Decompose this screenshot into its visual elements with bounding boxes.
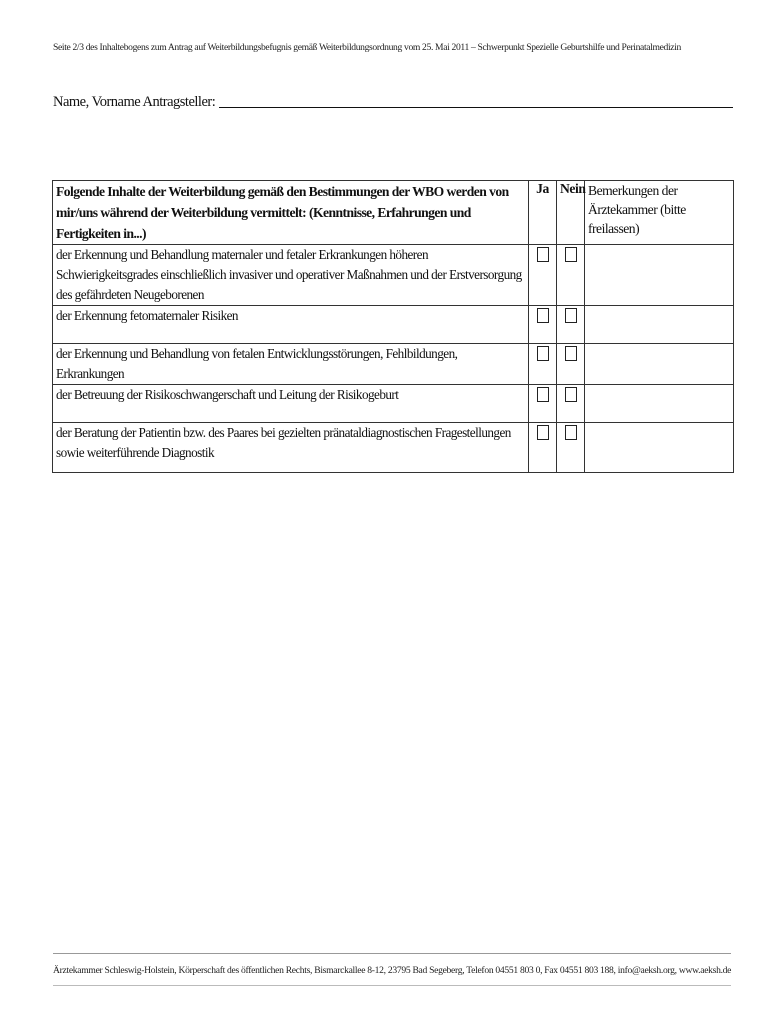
no-checkbox[interactable] (565, 308, 577, 323)
header-no: Nein (557, 181, 585, 245)
footer-divider (53, 953, 731, 954)
remarks-cell (585, 423, 734, 473)
no-checkbox[interactable] (565, 387, 577, 402)
yes-checkbox[interactable] (537, 308, 549, 323)
footer-bottom-divider (53, 985, 731, 986)
row-text: der Erkennung fetomaternaler Risiken (53, 306, 529, 344)
remarks-cell (585, 245, 734, 306)
table-row (53, 385, 734, 423)
row-text: der Beratung der Patientin bzw. des Paares bei gezielten pränataldiagnostischen Fragestellungen sowie weiterführende Diagnostik (53, 423, 529, 473)
table-row (53, 423, 734, 473)
no-checkbox[interactable] (565, 247, 577, 262)
yes-cell (529, 344, 557, 385)
header-yes: Ja (529, 181, 557, 245)
table-row (53, 306, 734, 344)
row-text: der Erkennung und Behandlung von fetalen Entwicklungsstörungen, Fehlbildungen, Erkrankungen (53, 344, 529, 385)
applicant-name-underline[interactable] (219, 107, 733, 108)
remarks-cell (585, 344, 734, 385)
training-content-table (52, 180, 734, 473)
yes-cell (529, 306, 557, 344)
table-header-row (53, 181, 734, 245)
yes-checkbox[interactable] (537, 346, 549, 361)
table-row (53, 344, 734, 385)
table-row (53, 245, 734, 306)
no-checkbox[interactable] (565, 425, 577, 440)
footer-text: Ärztekammer Schleswig-Holstein, Körperschaft des öffentlichen Rechts, Bismarckallee 8-12, 23795 Bad Segeberg, Telefon 04551 803 0, Fax 04551 803 188, info@aeksh.org, www.aeksh.de (53, 965, 732, 976)
page-header-text: Seite 2/3 des Inhaltebogens zum Antrag auf Weiterbildungsbefugnis gemäß Weiterbildungsordnung vom 25. Mai 2011 – Schwerpunkt Spezielle Geburtshilfe und Perinatalmedizin (53, 42, 681, 53)
applicant-name-field[interactable] (53, 93, 733, 111)
yes-cell (529, 245, 557, 306)
no-cell (557, 245, 585, 306)
row-text: der Erkennung und Behandlung maternaler und fetaler Erkrankungen höheren Schwierigkeitsgrades einschließlich invasiver und operativer Maßnahmen und der Erstversorgung des gefährdeten Neugeborenen (53, 245, 529, 306)
remarks-cell (585, 306, 734, 344)
no-checkbox[interactable] (565, 346, 577, 361)
yes-checkbox[interactable] (537, 425, 549, 440)
header-content: Folgende Inhalte der Weiterbildung gemäß den Bestimmungen der WBO werden von mir/uns während der Weiterbildung vermittelt: (Kenntnisse, Erfahrungen und Fertigkeiten in...) (53, 181, 529, 245)
yes-cell (529, 385, 557, 423)
no-cell (557, 306, 585, 344)
no-cell (557, 344, 585, 385)
yes-checkbox[interactable] (537, 247, 549, 262)
remarks-cell (585, 385, 734, 423)
yes-checkbox[interactable] (537, 387, 549, 402)
no-cell (557, 385, 585, 423)
no-cell (557, 423, 585, 473)
header-remarks: Bemerkungen der Ärztekammer (bitte freilassen) (585, 181, 734, 245)
applicant-name-label: Name, Vorname Antragsteller: (53, 94, 216, 110)
row-text: der Betreuung der Risikoschwangerschaft und Leitung der Risikogeburt (53, 385, 529, 423)
yes-cell (529, 423, 557, 473)
